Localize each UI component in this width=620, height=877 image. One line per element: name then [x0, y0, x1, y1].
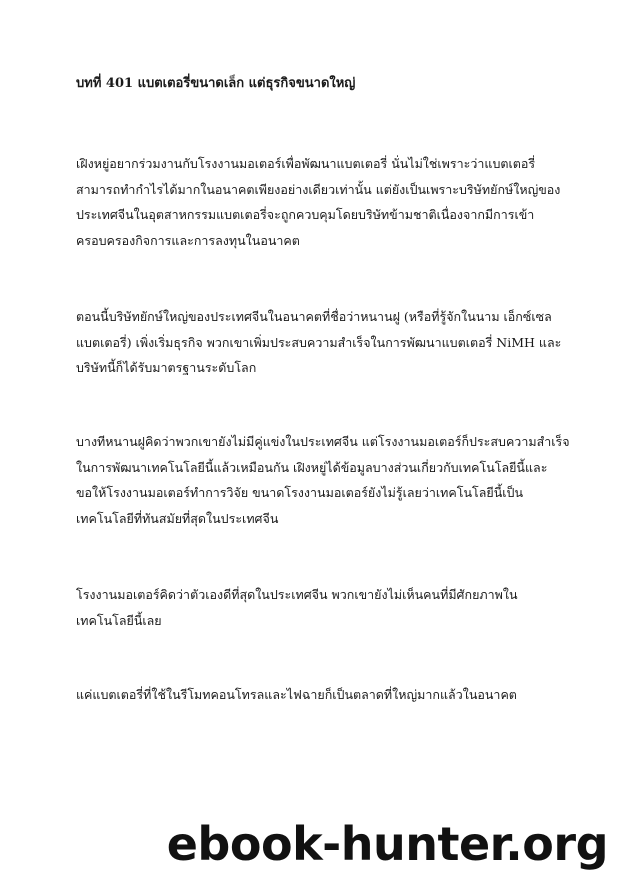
paragraph [76, 151, 561, 253]
paragraph [76, 429, 570, 531]
paragraph-line: โรงงานมอเตอร์คิดว่าตัวเองดีที่สุดในประเทศจีน พวกเขายังไม่เห็นคนที่มีศักยภาพใน [76, 587, 518, 602]
paragraph-line: แค่แบตเตอรี่ที่ใช้ในรีโมทคอนโทรลและไฟฉายก็เป็นตลาดที่ใหญ่มากแล้วในอนาคต [76, 687, 517, 702]
paragraph [76, 682, 554, 708]
paragraph-line: ตอนนี้บริษัทยักษ์ใหญ่ของประเทศจีนในอนาคตที่ชื่อว่าหนานฝู (หรือที่รู้จักในนาม เอ็กซ์เซล [76, 309, 552, 324]
watermark-text: ebook-hunter.org [166, 817, 608, 871]
paragraph-line: ครอบครองกิจการและการลงทุนในอนาคต [76, 232, 300, 248]
chapter-title: บทที่ 401 แบตเตอรี่ขนาดเล็ก แต่ธุรกิจขนาดใหญ่ [76, 76, 356, 91]
paragraph-line: เทคโนโลยีที่ทันสมัยที่สุดในประเทศจีน [76, 510, 279, 526]
paragraph-line: เทคโนโลยีนี้เลย [76, 612, 162, 628]
paragraph-line: ประเทศจีนในอุตสาหกรรมแบตเตอรี่จะถูกควบคุมโดยบริษัทข้ามชาติเนื่องจากมีการเข้า [76, 207, 535, 222]
paragraph-line: บางทีหนานฝูคิดว่าพวกเขายังไม่มีคู่แข่งในประเทศจีน แต่โรงงานมอเตอร์ก็ประสบความสำเร็จ [76, 434, 570, 449]
paragraph-line: ในการพัฒนาเทคโนโลยีนี้แล้วเหมือนกัน เฝิงหยู่ได้ข้อมูลบางส่วนเกี่ยวกับเทคโนโลยีนี้และ [76, 459, 548, 475]
paragraph-line: สามารถทำกำไรได้มากในอนาคตเพียงอย่างเดียวเท่านั้น แต่ยังเป็นเพราะบริษัทยักษ์ใหญ่ของ [76, 181, 561, 197]
paragraph-line: แบตเตอรี่) เพิ่งเริ่มธุรกิจ พวกเขาเพิ่มประสบความสำเร็จในการพัฒนาแบตเตอรี่ NiMH และ [76, 334, 562, 350]
paragraph-line: บริษัทนี้ก็ได้รับมาตรฐานระดับโลก [76, 360, 257, 375]
paragraph [76, 582, 554, 633]
paragraph-line: เฝิงหยู่อยากร่วมงานกับโรงงานมอเตอร์เพื่อพัฒนาแบตเตอรี่ นั่นไม่ใช่เพราะว่าแบตเตอรี่ [76, 156, 536, 171]
paragraph-line: ขอให้โรงงานมอเตอร์ทำการวิจัย ขนาดโรงงานมอเตอร์ยังไม่รู้เลยว่าเทคโนโลยีนี้เป็น [76, 485, 524, 500]
paragraph [76, 304, 562, 381]
